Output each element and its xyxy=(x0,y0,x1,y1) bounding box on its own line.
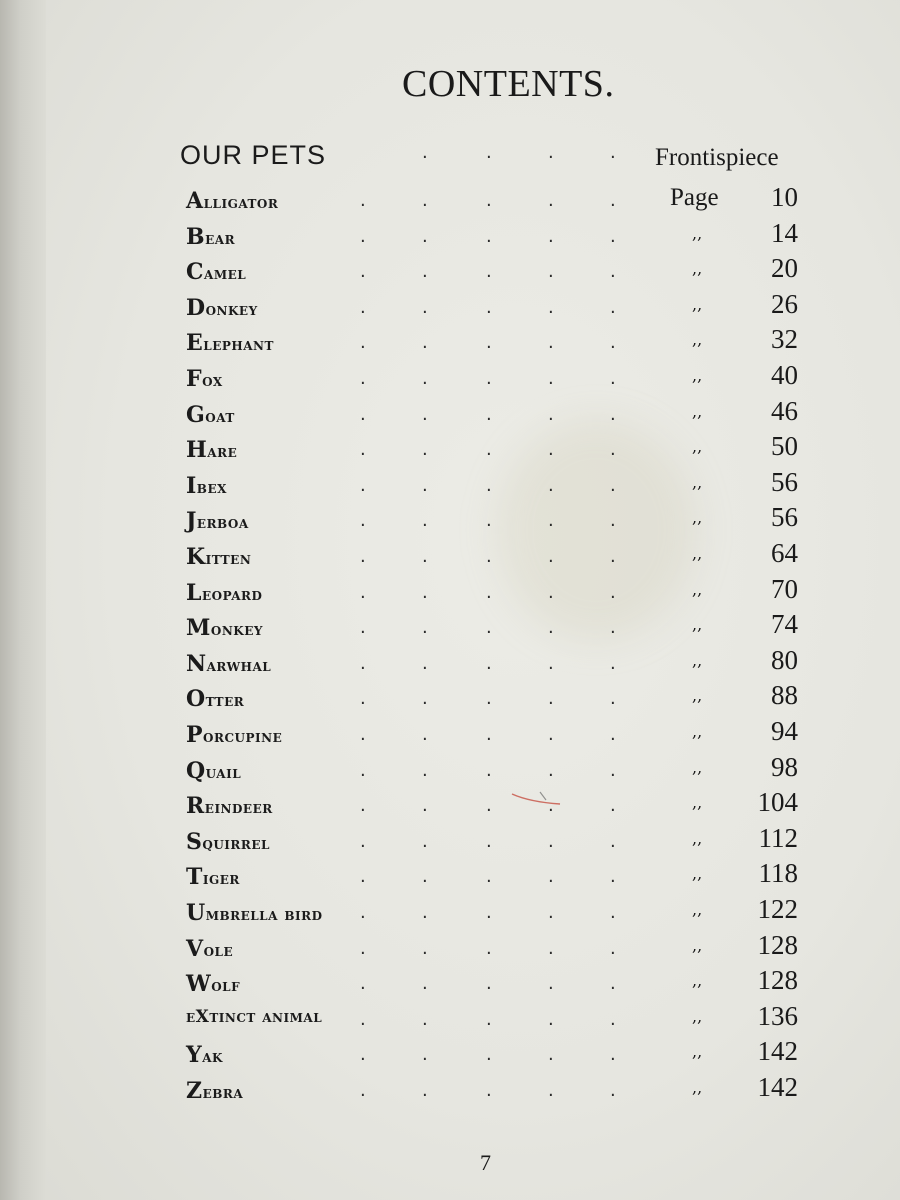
entry-initial: G xyxy=(186,401,206,428)
leader-dot: . xyxy=(548,332,554,354)
leader-dot: . xyxy=(548,439,554,461)
leader-dot: . xyxy=(610,688,616,710)
leader-dot: . xyxy=(486,261,492,283)
leader-dot: . xyxy=(610,902,616,923)
leader-dot: . xyxy=(486,225,492,247)
entry-page-number: 32 xyxy=(771,324,798,355)
entry-page-number: 74 xyxy=(771,609,798,640)
ditto-mark: ,, xyxy=(692,579,703,599)
ditto-mark: ,, xyxy=(692,508,703,528)
toc-entry xyxy=(0,395,900,438)
entry-page-number: 10 xyxy=(771,182,798,212)
leader-dot: . xyxy=(360,225,366,247)
entry-page-number: 122 xyxy=(757,894,798,924)
entry-initial: U xyxy=(186,900,206,926)
entry-page-number: 112 xyxy=(758,822,798,853)
leader-dot: . xyxy=(360,332,366,354)
ditto-mark: ,, xyxy=(692,1006,703,1026)
leader-dot: . xyxy=(360,403,366,425)
leader-dot: . xyxy=(422,261,428,283)
leader-dot: . xyxy=(610,510,616,532)
ditto-mark: ,, xyxy=(692,615,703,635)
page-number: 7 xyxy=(480,1150,491,1175)
leader-dot: . xyxy=(360,261,366,283)
leader-dot: . xyxy=(360,581,366,603)
entry-title xyxy=(186,508,249,534)
leader-dot: . xyxy=(486,368,492,389)
leader-dot: . xyxy=(422,795,428,817)
leader-dot: . xyxy=(610,1080,616,1101)
leader-dot: . xyxy=(548,1080,554,1101)
leader-dot: . xyxy=(486,724,492,745)
entry-initial: Y xyxy=(186,1042,203,1069)
entry-page-number: 104 xyxy=(757,787,798,818)
leader-dot: . xyxy=(548,474,554,496)
leader-dot: . xyxy=(422,973,428,995)
toc-entry xyxy=(0,609,900,651)
entry-title-rest: bex xyxy=(196,477,227,498)
leader-dot: . xyxy=(548,581,554,603)
entry-title xyxy=(186,936,233,962)
entry-title xyxy=(186,651,271,677)
ditto-mark: ,, xyxy=(692,793,703,813)
leader-dot: . xyxy=(360,688,366,710)
toc-entry xyxy=(0,182,900,224)
toc-entry xyxy=(0,253,900,295)
leader-dot: . xyxy=(610,142,616,163)
entry-title-rest: arwhal xyxy=(206,655,272,676)
leader-dot: . xyxy=(486,296,492,318)
toc-entry xyxy=(0,538,900,580)
entry-page-number: 142 xyxy=(757,1072,798,1102)
entry-title xyxy=(186,1007,322,1027)
entry-title-rest: amel xyxy=(204,264,247,285)
entry-initial: F xyxy=(186,366,203,392)
entry-title-rest: oat xyxy=(205,406,235,427)
ditto-mark: ,, xyxy=(692,935,703,955)
entry-initial: J xyxy=(186,508,197,535)
ditto-mark: ,, xyxy=(692,330,703,350)
leader-dot: . xyxy=(486,795,492,817)
entry-title-rest: ebra xyxy=(202,1083,244,1103)
entry-title xyxy=(186,544,251,570)
leader-dot: . xyxy=(486,546,492,567)
leader-dot: . xyxy=(548,510,554,532)
entry-page-number: 128 xyxy=(757,929,798,960)
leader-dot: . xyxy=(610,1044,616,1066)
leader-dot: . xyxy=(360,1008,366,1030)
leader-dot: . xyxy=(548,142,554,163)
leader-dot: . xyxy=(486,332,492,354)
toc-entry xyxy=(0,1072,900,1114)
leader-dot: . xyxy=(486,830,492,852)
leader-dot: . xyxy=(422,403,428,425)
leader-dot: . xyxy=(548,261,554,283)
leader-dot: . xyxy=(610,439,616,461)
entry-page-number: 46 xyxy=(771,395,798,426)
entry-initial: V xyxy=(186,935,204,962)
leader-dot: . xyxy=(360,795,366,817)
entry-title-rest: onkey xyxy=(205,299,258,320)
entry-title-rest: uail xyxy=(205,762,242,783)
leader-dot: . xyxy=(422,652,428,674)
toc-entry xyxy=(0,680,900,722)
entry-title xyxy=(186,1078,243,1104)
ditto-mark: ,, xyxy=(692,864,703,884)
entry-reference: Frontispiece xyxy=(655,144,779,171)
toc-entry xyxy=(0,431,900,473)
leader-dot: . xyxy=(486,1008,492,1030)
ditto-mark: ,, xyxy=(692,650,703,670)
leader-dot: . xyxy=(360,759,366,781)
leader-dot: . xyxy=(422,332,428,354)
entry-title-rest: mbrella bird xyxy=(205,905,323,925)
ditto-mark: ,, xyxy=(692,900,703,919)
entry-title-rest: tter xyxy=(205,691,245,712)
ditto-mark: ,, xyxy=(692,259,703,279)
entry-title xyxy=(186,188,278,214)
leader-dot: . xyxy=(422,368,428,389)
entry-page-number: 80 xyxy=(771,644,798,675)
entry-title xyxy=(186,758,241,784)
entry-page-number: 14 xyxy=(771,217,798,248)
leader-dot: . xyxy=(422,546,428,567)
toc-entry-our-pets xyxy=(0,140,900,176)
leader-dot: . xyxy=(548,688,554,710)
entry-initial: Q xyxy=(186,757,206,784)
entry-title xyxy=(186,259,246,285)
entry-page-number: 64 xyxy=(771,538,798,568)
entry-initial: N xyxy=(186,650,207,677)
ditto-mark: ,, xyxy=(692,437,703,457)
leader-dot: . xyxy=(486,902,492,923)
leader-dot: . xyxy=(422,688,428,710)
leader-dot: . xyxy=(610,795,616,817)
entry-initial: I xyxy=(186,472,197,499)
leader-dot: . xyxy=(548,190,554,211)
entry-title-rest: iger xyxy=(202,869,240,890)
leader-dot: . xyxy=(548,403,554,425)
leader-dot: . xyxy=(548,830,554,852)
entry-title xyxy=(186,793,273,819)
leader-dot: . xyxy=(610,724,616,745)
leader-dot: . xyxy=(360,617,366,639)
toc-entry xyxy=(0,217,900,260)
toc-entry xyxy=(0,360,900,402)
entry-page-number: 50 xyxy=(771,431,798,462)
entry-title-rest: lligator xyxy=(203,193,279,213)
entry-initial: E xyxy=(186,330,204,357)
leader-dot: . xyxy=(548,1008,554,1030)
entry-title xyxy=(186,402,235,428)
leader-dot: . xyxy=(486,937,492,959)
leader-dot: . xyxy=(610,652,616,674)
leader-dot: . xyxy=(360,1044,366,1066)
leader-dot: . xyxy=(610,332,616,354)
red-pencil-mark xyxy=(510,790,564,808)
leader-dot: . xyxy=(548,225,554,247)
leader-dot: . xyxy=(610,830,616,852)
entry-title xyxy=(186,900,322,926)
leader-dot: . xyxy=(548,368,554,389)
leader-dot: . xyxy=(422,1008,428,1030)
entry-title xyxy=(186,615,263,641)
entry-title xyxy=(186,722,282,748)
toc-entry xyxy=(0,324,900,366)
entry-title: OUR PETS xyxy=(180,140,327,170)
leader-dot: . xyxy=(422,190,428,211)
entry-title xyxy=(186,330,274,356)
entry-initial: M xyxy=(186,615,211,642)
leader-dot: . xyxy=(360,652,366,674)
leader-dot: . xyxy=(360,902,366,923)
ditto-mark: ,, xyxy=(692,401,703,421)
leader-dot: . xyxy=(360,546,366,567)
leader-dot: . xyxy=(360,190,366,211)
leader-dot: . xyxy=(360,1080,366,1101)
leader-dot: . xyxy=(548,759,554,781)
entry-page-number: 20 xyxy=(771,253,798,284)
toc-entry xyxy=(0,288,900,331)
ditto-mark: ,, xyxy=(692,1042,703,1062)
leader-dot: . xyxy=(486,403,492,425)
leader-dot: . xyxy=(486,617,492,639)
entry-title-rest: eindeer xyxy=(204,798,273,819)
ditto-mark: ,, xyxy=(692,828,703,848)
leader-dot: . xyxy=(610,546,616,567)
leader-dot: . xyxy=(610,937,616,959)
page-label: Page xyxy=(670,184,719,211)
leader-dot: . xyxy=(486,439,492,461)
entry-initial: K xyxy=(186,544,206,570)
leader-dot: . xyxy=(548,973,554,995)
entry-title xyxy=(186,366,223,392)
leader-dot: . xyxy=(422,830,428,852)
entry-page-number: 56 xyxy=(771,502,798,533)
ditto-mark: ,, xyxy=(692,757,703,777)
leader-dot: . xyxy=(610,261,616,283)
entry-title xyxy=(186,224,235,250)
leader-dot: . xyxy=(360,830,366,852)
entry-title xyxy=(186,295,258,321)
entry-page-number: 56 xyxy=(771,466,798,497)
entry-initial: H xyxy=(186,437,208,464)
leader-dot: . xyxy=(548,617,554,639)
leader-dot: . xyxy=(610,617,616,639)
ditto-mark: ,, xyxy=(692,472,703,492)
leader-dot: . xyxy=(422,902,428,923)
entry-title-rest: erboa xyxy=(196,513,249,534)
leader-dot: . xyxy=(486,759,492,781)
leader-dot: . xyxy=(422,439,428,461)
entry-initial: R xyxy=(186,793,205,820)
toc-entry xyxy=(0,502,900,544)
leader-dot: . xyxy=(548,724,554,745)
leader-dot: . xyxy=(610,403,616,425)
entry-initial: P xyxy=(186,722,204,748)
leader-dot: . xyxy=(548,795,554,817)
leader-dot: . xyxy=(486,866,492,888)
entry-title-rest: orcupine xyxy=(203,727,283,747)
entry-title xyxy=(186,580,262,606)
entry-page-number: 98 xyxy=(771,751,798,782)
entry-initial: O xyxy=(186,686,206,713)
entry-initial: C xyxy=(186,259,205,286)
entry-page-number: 136 xyxy=(757,1000,798,1031)
leader-dot: . xyxy=(486,1080,492,1101)
entry-title xyxy=(186,473,227,499)
leader-dot: . xyxy=(360,296,366,318)
leader-dot: . xyxy=(360,724,366,745)
leader-dot: . xyxy=(422,617,428,639)
entry-page-number: 40 xyxy=(771,360,798,390)
leader-dot: . xyxy=(486,190,492,211)
page-title: CONTENTS. xyxy=(402,63,615,105)
leader-dot: . xyxy=(610,296,616,318)
entry-initial: Z xyxy=(186,1078,203,1104)
entry-page-number: 142 xyxy=(757,1036,798,1067)
entry-initial: L xyxy=(186,579,202,606)
leader-dot: . xyxy=(486,652,492,674)
entry-initial: B xyxy=(186,223,206,250)
ditto-mark: ,, xyxy=(692,294,703,314)
ditto-mark: ,, xyxy=(692,366,703,385)
entry-title xyxy=(186,971,240,997)
leader-dot: . xyxy=(422,510,428,532)
leader-dot: . xyxy=(422,1080,428,1101)
leader-dot: . xyxy=(360,866,366,888)
leader-dot: . xyxy=(422,724,428,745)
leader-dot: . xyxy=(422,581,428,603)
entry-initial: S xyxy=(186,828,203,855)
ditto-mark: ,, xyxy=(692,971,703,991)
leader-dot: . xyxy=(360,368,366,389)
entry-initial: A xyxy=(186,188,204,214)
leader-dot: . xyxy=(422,296,428,318)
leader-dot: . xyxy=(610,474,616,496)
leader-dot: . xyxy=(610,866,616,888)
entry-page-number: 128 xyxy=(757,965,798,996)
leader-dot: . xyxy=(610,190,616,211)
entry-title-rest: eXtinct animal xyxy=(186,1006,323,1027)
leader-dot: . xyxy=(422,474,428,496)
entry-title xyxy=(186,1042,223,1068)
leader-dot: . xyxy=(422,866,428,888)
leader-dot: . xyxy=(422,1044,428,1066)
leader-dot: . xyxy=(610,225,616,247)
leader-dot: . xyxy=(486,474,492,496)
ditto-mark: ,, xyxy=(692,1078,703,1097)
leader-dot: . xyxy=(422,225,428,247)
entry-title xyxy=(186,437,237,463)
entry-title-rest: ak xyxy=(202,1047,223,1068)
entry-initial: D xyxy=(186,294,206,321)
leader-dot: . xyxy=(610,973,616,995)
leader-dot: . xyxy=(486,510,492,532)
entry-title-rest: olf xyxy=(211,976,241,997)
entry-page-number: 88 xyxy=(771,680,798,711)
entry-initial: T xyxy=(186,864,203,891)
ditto-mark: ,, xyxy=(692,223,703,243)
entry-title-rest: ox xyxy=(202,371,223,391)
ditto-mark: ,, xyxy=(692,544,703,563)
leader-dot: . xyxy=(548,1044,554,1066)
leader-dot: . xyxy=(360,474,366,496)
leader-dot: . xyxy=(548,937,554,959)
leader-dot: . xyxy=(610,1008,616,1030)
entry-title xyxy=(186,686,244,712)
entry-title-rest: are xyxy=(207,442,238,463)
leader-dot: . xyxy=(360,973,366,995)
entry-initial: W xyxy=(186,971,212,998)
leader-dot: . xyxy=(486,142,492,163)
toc-entry xyxy=(0,716,900,758)
entry-title-rest: itten xyxy=(205,549,252,569)
entry-title-rest: ear xyxy=(205,228,236,249)
entry-title-rest: onkey xyxy=(210,620,263,641)
leader-dot: . xyxy=(610,368,616,389)
leader-dot: . xyxy=(422,759,428,781)
leader-dot: . xyxy=(610,759,616,781)
leader-dot: . xyxy=(360,937,366,959)
entry-title-rest: eopard xyxy=(201,584,263,605)
leader-dot: . xyxy=(360,439,366,461)
ditto-mark: ,, xyxy=(692,686,703,706)
leader-dot: . xyxy=(548,866,554,888)
leader-dot: . xyxy=(486,1044,492,1066)
entry-page-number: 94 xyxy=(771,716,798,746)
entry-title-rest: lephant xyxy=(203,335,274,356)
toc-entry xyxy=(0,573,900,616)
leader-dot: . xyxy=(610,581,616,603)
leader-dot: . xyxy=(548,902,554,923)
leader-dot: . xyxy=(548,546,554,567)
leader-dot: . xyxy=(422,142,428,163)
entry-page-number: 26 xyxy=(771,288,798,319)
entry-title-rest: quirrel xyxy=(202,833,270,854)
toc-entry xyxy=(0,466,900,509)
entry-title xyxy=(186,864,240,890)
leader-dot: . xyxy=(486,581,492,603)
entry-page-number: 118 xyxy=(758,858,798,889)
leader-dot: . xyxy=(548,296,554,318)
ditto-mark: ,, xyxy=(692,722,703,741)
entry-page-number: 70 xyxy=(771,573,798,604)
entry-title xyxy=(186,829,270,855)
leader-dot: . xyxy=(486,688,492,710)
leader-dot: . xyxy=(360,510,366,532)
leader-dot: . xyxy=(486,973,492,995)
leader-dot: . xyxy=(548,652,554,674)
toc-entry xyxy=(0,644,900,687)
leader-dot: . xyxy=(422,937,428,959)
entry-title-rest: ole xyxy=(203,940,234,961)
